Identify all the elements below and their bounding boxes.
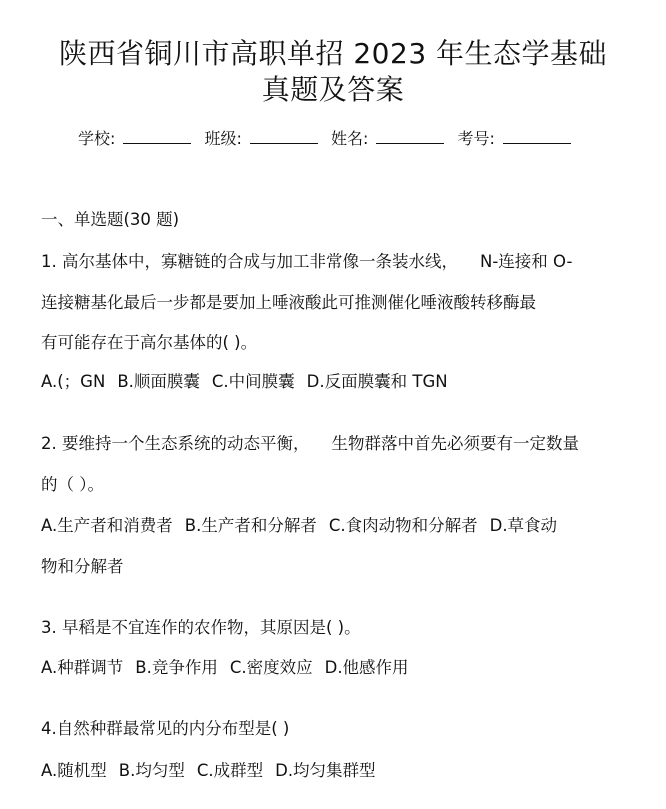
question-1-stem-part-a: 1. 高尔基体中，寡糖链的合成与加工非常像一条装水线， (41, 252, 458, 271)
question-1-options (41, 370, 448, 394)
question-1-stem-line-2: 连接糖基化最后一步都是要加上唾液酸此可推测催化唾液酸转移酶最 (41, 293, 536, 312)
student-info-row (78, 127, 579, 151)
question-4-stem: 4.自然种群最常见的内分布型是( ) (41, 719, 290, 738)
document-title-line-2: 真题及答案 (261, 73, 405, 106)
school-label: 学校: (78, 129, 116, 148)
question-2-stem-part-b: 生物群落中首先必须要有一定数量 (331, 434, 579, 453)
question-3-option-b: B.竞争作用 (135, 658, 218, 677)
question-2-options-continued: 物和分解者 (41, 557, 124, 576)
question-1-stem-part-b: N-连接和 O- (480, 252, 573, 271)
question-4-options (41, 759, 376, 783)
document-title-line-1: 陕西省铜川市高职单招 2023 年生态学基础 (58, 37, 608, 70)
class-label: 班级: (204, 129, 242, 148)
question-4-option-b: B.均匀型 (118, 761, 185, 780)
question-1-option-d: D.反面膜囊和 TGN (306, 372, 448, 391)
school-blank (123, 129, 191, 144)
question-1-option-b: B.顺面膜囊 (117, 372, 200, 391)
question-2-option-a: A.生产者和消费者 (41, 516, 173, 535)
name-label: 姓名: (331, 129, 369, 148)
name-blank (376, 129, 444, 144)
question-2-stem-part-a: 2. 要维持一个生态系统的动态平衡， (41, 434, 310, 453)
exam-number-blank (503, 129, 571, 144)
question-2-stem-line-2: 的（ ）。 (41, 475, 104, 494)
question-2-option-b: B.生产者和分解者 (184, 516, 317, 535)
question-3-option-a: A.种群调节 (41, 658, 124, 677)
question-3-options (41, 656, 409, 680)
question-1-stem-line-1 (41, 250, 572, 274)
question-2-stem-line-1 (41, 432, 579, 456)
question-2-options (41, 514, 557, 538)
question-1-option-c: C.中间膜囊 (211, 372, 295, 391)
section-heading: 一、单选题(30 题) (41, 210, 180, 229)
question-3-option-c: C.密度效应 (229, 658, 313, 677)
question-2-option-d: D.草食动 (489, 516, 558, 535)
question-4-option-d: D.均匀集群型 (275, 761, 376, 780)
question-4-option-c: C.成群型 (196, 761, 264, 780)
exam-number-label: 考号: (457, 129, 495, 148)
question-3-option-d: D.他感作用 (324, 658, 409, 677)
question-1-stem-line-3: 有可能存在于高尔基体的( )。 (41, 333, 258, 352)
question-2-option-c: C.食肉动物和分解者 (328, 516, 478, 535)
class-blank (250, 129, 318, 144)
question-3-stem: 3. 早稻是不宜连作的农作物，其原因是( )。 (41, 618, 361, 637)
question-4-option-a: A.随机型 (41, 761, 107, 780)
question-1-option-a: A.(；GN (41, 372, 106, 391)
